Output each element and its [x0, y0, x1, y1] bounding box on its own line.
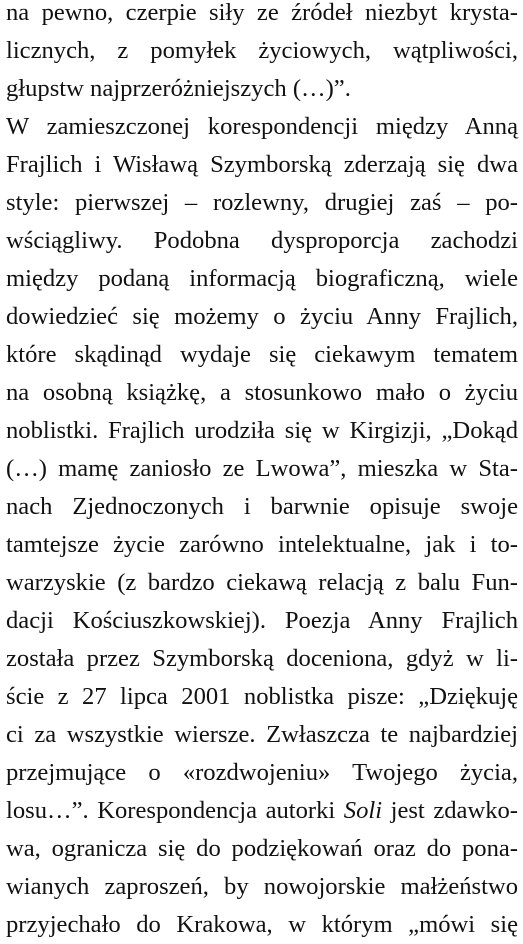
text-line: losu…”. Korespondencja autorki Soli jest zdawko- [6, 797, 518, 824]
text-line: licznych, z pomyłek życiowych, wątpliwości, [6, 37, 518, 64]
body-text [6, 0, 518, 944]
text-line: między podaną informacją biograficzną, wiele [6, 265, 518, 292]
book-title: Soli [343, 797, 383, 824]
text-line: (…) mamę zaniosło ze Lwowa”, mieszka w Sta- [6, 455, 518, 482]
text-line: dowiedzieć się możemy o życiu Anny Frajlich, [6, 303, 518, 330]
text-line: przyjechało do Krakowa, w którym „mówi się [6, 911, 518, 938]
text-line: Frajlich i Wisławą Szymborską zderzają się dwa [6, 151, 518, 178]
text-line: style: pierwszej – rozlewny, drugiej zaś – po- [6, 189, 518, 216]
text-line: dacji Kościuszkowskiej). Poezja Anny Frajlich [6, 607, 518, 634]
text-line: wa, ogranicza się do podziękowań oraz do pona- [6, 835, 518, 862]
text-line: noblistki. Frajlich urodziła się w Kirgizji, „Dokąd [6, 417, 518, 444]
text-line: głupstw najprzeróżniejszych (…)”. [6, 75, 351, 102]
text-line: które skądinąd wydaje się ciekawym tematem [6, 341, 518, 368]
text-line: przejmujące o «rozdwojeniu» Twojego życia, [6, 759, 518, 786]
text-line: została przez Szymborską doceniona, gdyż w li- [6, 645, 518, 672]
text-line: ci za wszystkie wiersze. Zwłaszcza te najbardziej [6, 721, 518, 748]
text-line: na osobną książkę, a stosunkowo mało o życiu [6, 379, 518, 406]
text-line: warzyskie (z bardzo ciekawą relacją z balu Fun- [6, 569, 518, 596]
text-line: na pewno, czerpie siły ze źródeł niezbyt krysta- [6, 0, 518, 26]
text-line: W zamieszczonej korespondencji między Anną [6, 113, 518, 140]
text-line: ście z 27 lipca 2001 noblistka pisze: „Dziękuję [6, 683, 518, 710]
text-line: wianych zaproszeń, by nowojorskie małżeństwo [6, 873, 518, 900]
text-line: nach Zjednoczonych i barwnie opisuje swoje [6, 493, 518, 520]
text-line: wściągliwy. Podobna dysproporcja zachodzi [6, 227, 518, 254]
text-line: tamtejsze życie zarówno intelektualne, jak i to- [6, 531, 518, 558]
